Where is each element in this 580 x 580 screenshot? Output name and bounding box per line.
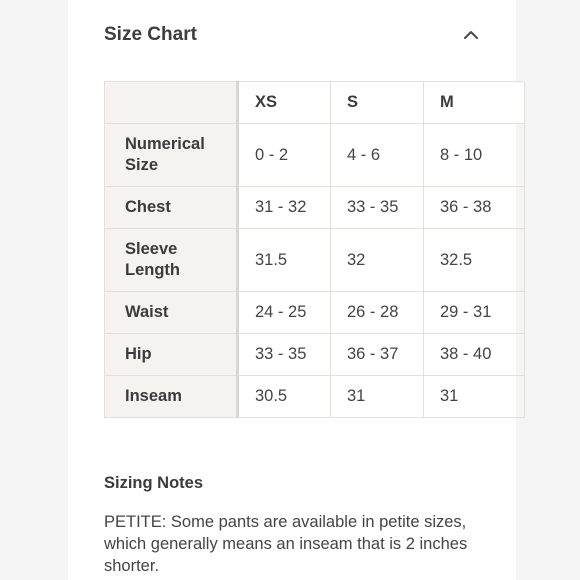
table-cell: 4 - 6 (331, 124, 424, 187)
column-header-xs: XS (238, 82, 331, 124)
sizing-notes-heading: Sizing Notes (104, 474, 204, 492)
table-cell: 33 - 35 (238, 334, 331, 376)
size-chart-header[interactable] (104, 20, 480, 50)
table-row (105, 334, 525, 376)
table-cell: 29 - 31 (424, 292, 525, 334)
table-cell: 32 (331, 229, 424, 292)
row-header-sleeve-length: Sleeve Length (105, 229, 238, 292)
table-corner-cell (105, 82, 238, 124)
size-table-scroll[interactable] (104, 81, 492, 420)
table-row (105, 292, 525, 334)
size-chart-panel (68, 0, 516, 580)
sizing-notes-text: PETITE: Some pants are available in petite sizes, which generally means an inseam that is 2 inches shorter. (104, 513, 468, 575)
column-header-s: S (331, 82, 424, 124)
table-cell: 30.5 (238, 376, 331, 418)
table-row (105, 229, 525, 292)
table-row (105, 124, 525, 187)
size-table-header-row (105, 82, 525, 124)
table-row (105, 187, 525, 229)
row-header-hip: Hip (105, 334, 238, 376)
table-cell: 33 - 35 (331, 187, 424, 229)
table-row (105, 376, 525, 418)
column-header-m: M (424, 82, 525, 124)
row-header-waist: Waist (105, 292, 238, 334)
chevron-up-icon[interactable] (462, 26, 480, 44)
table-cell: 31 (331, 376, 424, 418)
table-cell: 31.5 (238, 229, 331, 292)
table-cell: 24 - 25 (238, 292, 331, 334)
row-header-numerical-size: Numerical Size (105, 124, 238, 187)
table-cell: 36 - 38 (424, 187, 525, 229)
table-cell: 8 - 10 (424, 124, 525, 187)
size-table (104, 81, 525, 418)
table-cell: 38 - 40 (424, 334, 525, 376)
size-chart-title: Size Chart (104, 24, 197, 45)
table-cell: 31 (424, 376, 525, 418)
table-cell: 36 - 37 (331, 334, 424, 376)
table-cell: 32.5 (424, 229, 525, 292)
row-header-chest: Chest (105, 187, 238, 229)
table-cell: 31 - 32 (238, 187, 331, 229)
table-cell: 0 - 2 (238, 124, 331, 187)
table-cell: 26 - 28 (331, 292, 424, 334)
row-header-inseam: Inseam (105, 376, 238, 418)
